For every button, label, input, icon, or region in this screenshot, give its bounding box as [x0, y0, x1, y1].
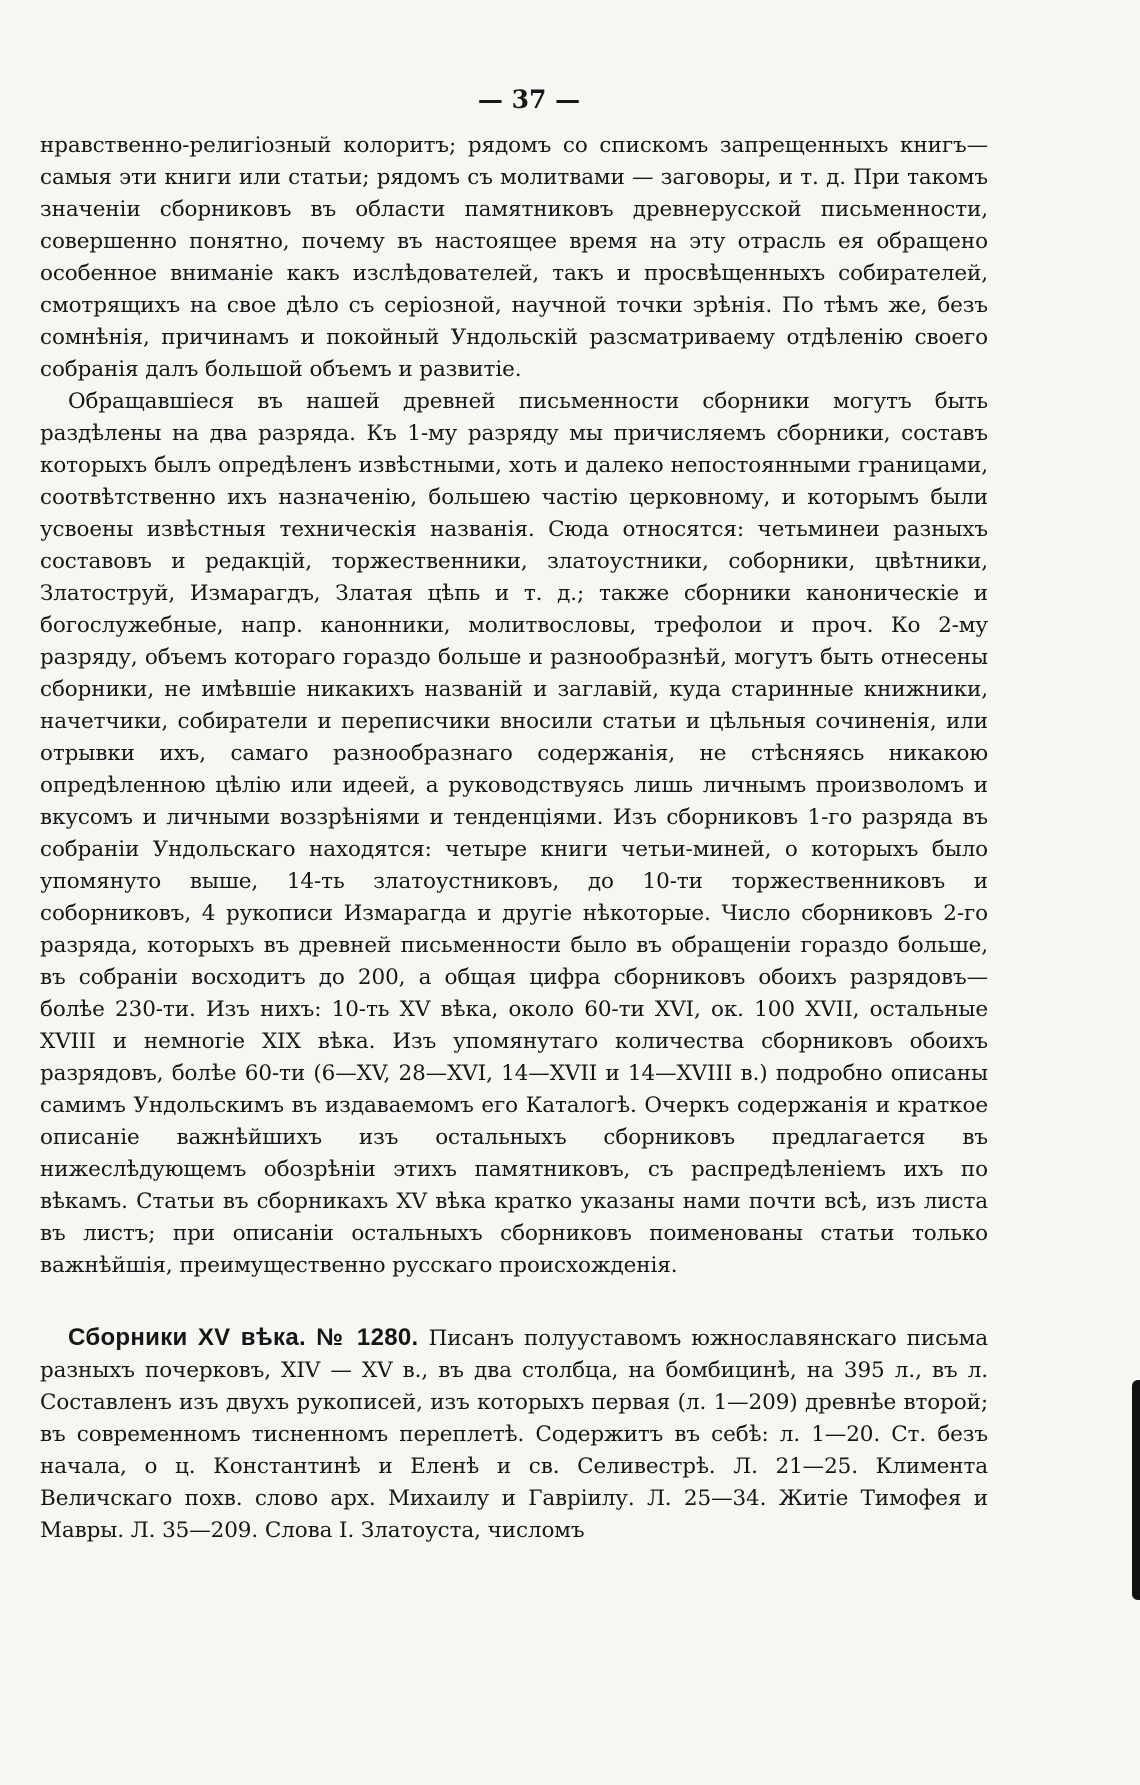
section-paragraph	[40, 1322, 988, 1547]
paragraph-1: нравственно-религіозный колоритъ; рядомъ со спискомъ запрещенныхъ книгъ—самыя эти книги или статьи; рядомъ съ молитвами — заговоры, и т. д. При такомъ значеніи сборниковъ въ области памятниковъ древнерусской письменности, совершенно понятно, почему въ настоящее время на эту отрасль ея обращено особенное вниманіе какъ изслѣдователей, такъ и просвѣщенныхъ собирателей, смотрящихъ на свое дѣло съ серіозной, научной точки зрѣнія. По тѣмъ же, безъ сомнѣнія, причинамъ и покойный Ундольскій разсматриваему отдѣленію своего собранія далъ большой объемъ и развитіе.	[40, 133, 988, 382]
book-page	[40, 70, 988, 1547]
section-heading: Сборники XV вѣка. № 1280.	[68, 1324, 419, 1351]
section-text: Писанъ полууставомъ южнославянскаго письма разныхъ почерковъ, XIV — XV в., въ два столбца, на бомбицинѣ, на 395 л., въ л. Составленъ изъ двухъ рукописей, изъ которыхъ первая (л. 1—209) древнѣе второй; въ современномъ тисненномъ переплетѣ. Содержитъ въ себѣ: л. 1—20. Ст. безъ начала, о ц. Константинѣ и Еленѣ и св. Селивестрѣ. Л. 21—25. Климента Величскаго похв. слово арх. Михаилу и Гавріилу. Л. 25—34. Житіе Тимофея и Мавры. Л. 35—209. Слова І. Златоуста, числомъ	[40, 1326, 989, 1543]
paragraph-2: Обращавшіеся въ нашей древней письменности сборники могутъ быть раздѣлены на два разряда. Къ 1-му разряду мы причисляемъ сборники, составъ которыхъ былъ опредѣленъ извѣстными, хоть и далеко непостоянными границами, соотвѣтственно ихъ назначенію, большею частію церковному, и которымъ были усвоены извѣстныя техническія названія. Сюда относятся: четьминеи разныхъ составовъ и редакцій, торжественники, златоустники, соборники, цвѣтники, Златоструй, Измарагдъ, Златая цѣпь и т. д.; также сборники каноническіе и богослужебные, напр. канонники, молитвословы, трефолои и проч. Ко 2-му разряду, объемъ котораго гораздо больше и разнообразнѣй, могутъ быть отнесены сборники, не имѣвшіе никакихъ названій и заглавій, куда старинные книжники, начетчики, собиратели и переписчики вносили статьи и цѣльныя сочиненія, или отрывки ихъ, самаго разнообразнаго содержанія, не стѣсняясь никакою опредѣленною цѣлію или идеей, а руководствуясь лишь личнымъ произволомъ и вкусомъ и личными воззрѣніями и тенденціями. Изъ сборниковъ 1-го разряда въ собраніи Ундольскаго находятся: четыре книги четьи-миней, о которыхъ было упомянуто выше, 14-ть златоустниковъ, до 10-ти торжественниковъ и соборниковъ, 4 рукописи Измарагда и другіе нѣкоторые. Число сборниковъ 2-го разряда, которыхъ въ древней письменности было въ обращеніи гораздо больше, въ собраніи восходитъ до 200, а общая цифра сборниковъ обоихъ разрядовъ—болѣе 230-ти. Изъ нихъ: 10-ть XV вѣка, около 60-ти XVI, ок. 100 XVII, остальные XVIII и немногіе XIX вѣка. Изъ упомянутаго количества сборниковъ обоихъ разрядовъ, болѣе 60-ти (6—XV, 28—XVI, 14—XVII и 14—XVIII в.) подробно описаны самимъ Ундольскимъ въ издаваемомъ его Каталогѣ. Очеркъ содержанія и краткое описаніе важнѣйшихъ изъ остальныхъ сборниковъ предлагается въ нижеслѣдующемъ обозрѣніи этихъ памятниковъ, съ распредѣленіемъ ихъ по вѣкамъ. Статьи въ сборникахъ XV вѣка кратко указаны нами почти всѣ, изъ листа въ листъ; при описаніи остальныхъ сборниковъ поименованы статьи только важнѣйшія, преимущественно русскаго происхожденія.	[40, 389, 988, 1278]
page-edge-shadow	[1132, 1380, 1140, 1600]
page-number: — 37 —	[477, 85, 581, 114]
